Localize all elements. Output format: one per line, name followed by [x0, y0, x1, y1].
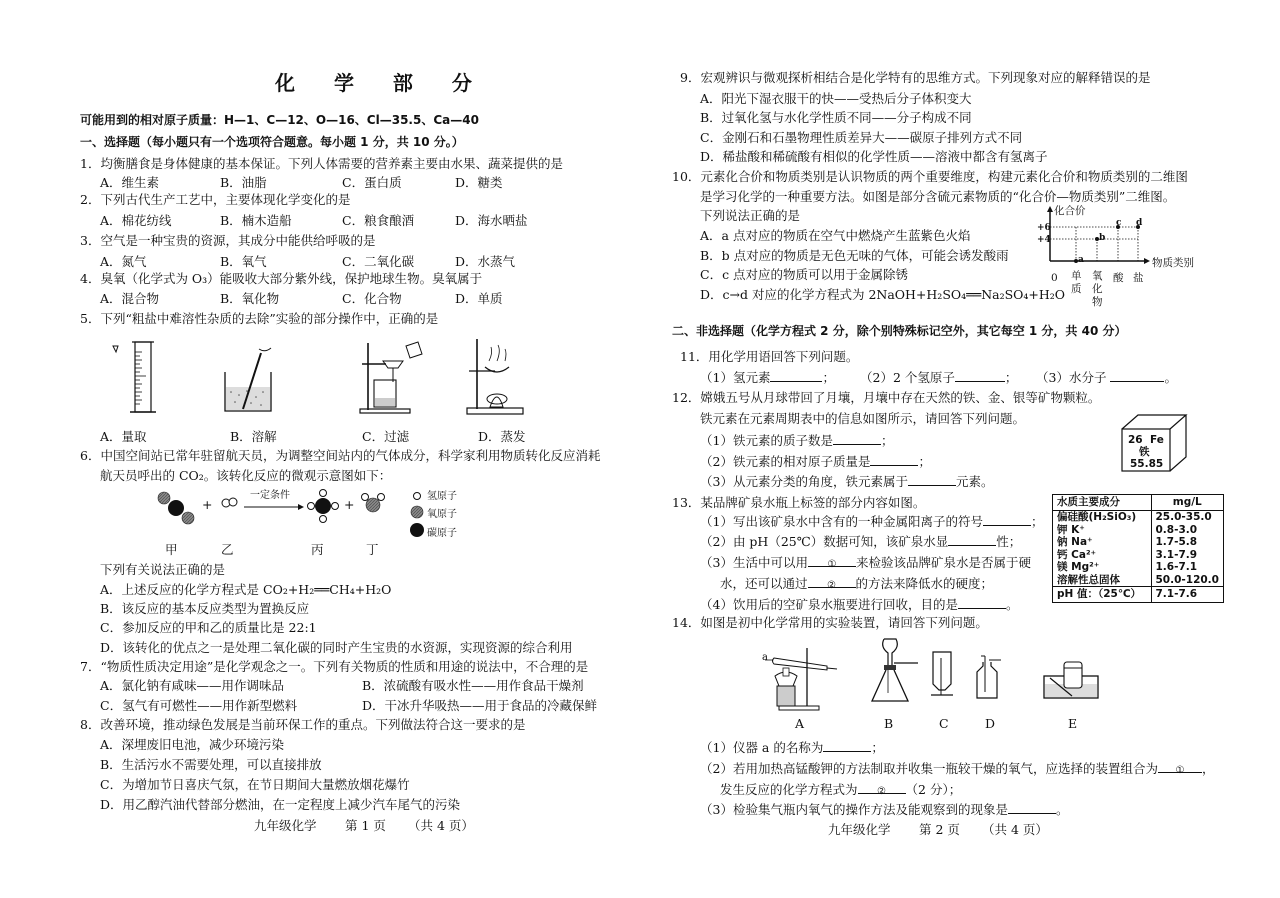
- q4-option-a[interactable]: A．混合物: [100, 291, 160, 306]
- q13-answer-blank-3[interactable]: [808, 555, 856, 570]
- footer-subject: 九年级化学: [828, 822, 891, 837]
- q14-part2b-end: （2 分）；: [905, 782, 962, 797]
- footer-total-pages: （共 4 页）: [982, 822, 1048, 837]
- atomic-masses: 可能用到的相对原子质量：H—1、C—12、O—16、Cl—35.5、Ca—40: [80, 113, 479, 127]
- table-cell-value: 7.1-7.6: [1151, 587, 1223, 603]
- q6-option-a[interactable]: A．上述反应的化学方程式是 CO₂+H₂══CH₄+H₂O: [100, 582, 392, 597]
- apparatus-c-inverted-bottle: [929, 650, 957, 700]
- q11-answer-blank-3[interactable]: [1110, 370, 1164, 382]
- table-cell-value: 3.1-7.9: [1155, 548, 1198, 561]
- apparatus-b-conical-flask: [870, 635, 920, 705]
- label-jia: 甲: [165, 542, 178, 557]
- atom-legend-icons: [410, 490, 424, 540]
- question-14-stem: 14．如图是初中化学常用的实验装置，请回答下列问题。: [672, 615, 988, 630]
- q10-option-c[interactable]: C．c 点对应的物质可以用于金属除锈: [700, 267, 909, 282]
- table-header-unit: mg/L: [1151, 495, 1223, 511]
- question-9-stem: 9．宏观辨识与微观探析相结合是化学特有的思维方式。下列现象对应的解释错误的是: [680, 70, 1151, 85]
- q13-part2: [700, 534, 1021, 550]
- q7-option-a[interactable]: A．氯化钠有咸味——用作调味品: [100, 678, 285, 693]
- question-10-stem-line1: 10．元素化合价和物质类别是认识物质的两个重要维度，构建元素化合价和物质类别的二维图: [672, 169, 1188, 184]
- q12-part1-label: （1）铁元素的质子数是: [700, 433, 833, 448]
- q11-part1-label: （1）氢元素: [700, 370, 771, 385]
- question-13-stem: 13．某品牌矿泉水瓶上标签的部分内容如图。: [672, 495, 926, 510]
- apparatus-a-heating-setup: [757, 638, 847, 718]
- element-name: 铁: [1139, 446, 1150, 458]
- q4-option-b[interactable]: B．氧化物: [220, 291, 280, 306]
- dissolving-beaker-figure: [223, 345, 283, 415]
- q7-option-d[interactable]: D．干冰升华吸热——用于食品的冷藏保鲜: [362, 698, 598, 713]
- evaporation-figure: [465, 335, 545, 420]
- footer-page-number: 第 1 页: [345, 818, 386, 833]
- apparatus-label-e: E: [1068, 716, 1078, 731]
- q14-part2-label: （2）若用加热高锰酸钾的方法制取并收集一瓶较干燥的氧气，应选择的装置组合为: [700, 761, 1158, 776]
- chart-ytick-4: +4: [1037, 235, 1051, 245]
- chart-point-label-b: b: [1099, 233, 1106, 243]
- q10-option-a[interactable]: A．a 点对应的物质在空气中燃烧产生蓝紫色火焰: [700, 228, 971, 243]
- q13-part1-label: （1）写出该矿泉水中含有的一种金属阳离子的符号: [700, 514, 983, 529]
- q13-part1-end: ；: [1030, 514, 1044, 529]
- oxygen-atom-icon: [158, 492, 170, 504]
- water-molecule-icon: [360, 491, 388, 517]
- q13-answer-blank-1[interactable]: [983, 514, 1031, 526]
- pointer-label-a: a: [762, 652, 768, 663]
- q13-part3b-end: 的方法来降低水的硬度；: [855, 576, 994, 591]
- element-mass: 55.85: [1130, 458, 1164, 470]
- blank-marker-1: ①: [1175, 765, 1185, 776]
- table-cell-name: 镁 Mg²⁺: [1053, 561, 1151, 574]
- q12-part1: [700, 433, 893, 449]
- q9-option-b[interactable]: B．过氧化氢与水化学性质不同——分子构成不同: [700, 110, 972, 125]
- q12-part3: [700, 474, 993, 490]
- q11-part2-end: ；: [1004, 370, 1018, 385]
- table-cell-name: 钠 Na⁺: [1053, 536, 1151, 549]
- q13-part1: [700, 514, 1043, 530]
- q11-part1: [700, 370, 835, 386]
- oxygen-atom-icon: [182, 512, 194, 524]
- q14-answer-blank-1[interactable]: [823, 740, 871, 752]
- chart-origin: 0: [1051, 272, 1058, 284]
- table-cell-name: 钙 Ca²⁺: [1053, 549, 1151, 562]
- plus-sign-2: +: [344, 497, 355, 512]
- q14-part2b-label: 发生反应的化学方程式为: [720, 782, 858, 797]
- q11-answer-blank-2[interactable]: [955, 370, 1005, 382]
- q6-option-b[interactable]: B．该反应的基本反应类型为置换反应: [100, 601, 310, 616]
- table-row: [1053, 536, 1223, 549]
- graduated-cylinder-figure: [110, 338, 170, 418]
- q10-option-d[interactable]: D．c→d 对应的化学方程式为 2NaOH+H₂SO₄══Na₂SO₄+H₂O: [700, 287, 1066, 302]
- filtration-figure: [358, 338, 438, 418]
- question-6-stem-line2: 航天员呼出的 CO₂。该转化反应的微观示意图如下：: [100, 468, 392, 483]
- chart-ylabel: 化合价: [1054, 205, 1086, 217]
- question-6-stem-line1: 6．中国空间站已常年驻留航天员，为调整空间站内的气体成分，科学家利用物质转化反应消耗: [80, 448, 601, 463]
- q13-part2-end: 性；: [996, 534, 1022, 549]
- chart-category-acid: 酸: [1113, 272, 1124, 284]
- q14-answer-blank-3[interactable]: [858, 782, 906, 797]
- blank-marker-2: ②: [827, 580, 836, 591]
- q13-part2-label: （2）由 pH（25℃）数据可知，该矿泉水显: [700, 534, 949, 549]
- q12-part3-end: 元素。: [955, 474, 994, 489]
- question-12-stem: 12．嫦娥五号从月球带回了月壤，月壤中存在天然的铁、金、银等矿物颗粒。: [672, 390, 1101, 405]
- q13-part4-end: 。: [1005, 597, 1019, 612]
- q13-part3-cont: [720, 576, 993, 592]
- table-header-component: 水质主要成分: [1053, 495, 1151, 511]
- q13-part3-end: 来检验该品牌矿泉水是否属于硬: [855, 555, 1031, 570]
- q3-option-a[interactable]: A．氮气: [100, 254, 147, 269]
- q13-answer-blank-2[interactable]: [948, 534, 996, 546]
- q14-part1: [700, 740, 884, 756]
- q13-part3-label: （3）生活中可以用: [700, 555, 808, 570]
- q14-part1-end: ；: [871, 740, 884, 755]
- q6-option-c[interactable]: C．参加反应的甲和乙的质量比是 22:1: [100, 620, 317, 635]
- q8-option-b[interactable]: B．生活污水不需要处理，可以直接排放: [100, 757, 322, 772]
- legend-hydrogen: 氢原子: [427, 491, 457, 502]
- q13-part3b-label: 水，还可以通过: [720, 576, 808, 591]
- chart-category-salt: 盐: [1133, 272, 1144, 284]
- q14-part3-label: （3）检验集气瓶内氧气的操作方法及能观察到的现象是: [700, 802, 1008, 817]
- q8-option-a[interactable]: A．深埋废旧电池，减少环境污染: [100, 737, 285, 752]
- q10-prompt: 下列说法正确的是: [700, 208, 801, 223]
- q5-option-c[interactable]: C．过滤: [362, 429, 410, 444]
- apparatus-label-c: C: [939, 716, 949, 731]
- section1-header: 一、选择题（每小题只有一个选项符合题意。每小题 1 分，共 10 分。）: [80, 135, 464, 149]
- table-cell-value: 1.7-5.8: [1155, 536, 1198, 548]
- q14-answer-blank-4[interactable]: [1008, 802, 1056, 814]
- section2-header: 二、非选择题（化学方程式 2 分，除个别特殊标记空外，其它每空 1 分，共 40 分）: [672, 324, 1127, 338]
- q14-part3: [700, 802, 1068, 818]
- question-2-stem: 2．下列古代生产工艺中，主要体现化学变化的是: [80, 192, 351, 207]
- q1-option-c[interactable]: C．蛋白质: [342, 175, 402, 190]
- q2-option-a[interactable]: A．棉花纺线: [100, 213, 172, 228]
- element-symbol: Fe: [1150, 434, 1164, 446]
- table-row: [1053, 524, 1223, 537]
- reaction-condition: 一定条件: [250, 490, 290, 501]
- q8-option-d[interactable]: D．用乙醇汽油代替部分燃油，在一定程度上减少汽车尾气的污染: [100, 797, 461, 812]
- q14-part3-end: 。: [1055, 802, 1069, 817]
- q8-option-c[interactable]: C．为增加节日喜庆气氛，在节日期间大量燃放烟花爆竹: [100, 777, 410, 792]
- hydrogen-molecule-icon: [220, 496, 242, 510]
- footer-subject: 九年级化学: [254, 818, 317, 833]
- question-11-stem: 11．用化学用语回答下列问题。: [680, 349, 859, 364]
- chart-point-label-a: a: [1078, 255, 1084, 265]
- q14-part2-cont: [720, 782, 961, 798]
- q13-answer-blank-4[interactable]: [808, 576, 856, 591]
- table-row: [1053, 574, 1223, 587]
- q3-option-c[interactable]: C．二氧化碳: [342, 254, 415, 269]
- q3-option-d[interactable]: D．水蒸气: [455, 254, 516, 269]
- q6-prompt: 下列有关说法正确的是: [100, 562, 226, 577]
- q2-option-c[interactable]: C．粮食酿酒: [342, 213, 415, 228]
- question-3-stem: 3．空气是一种宝贵的资源，其成分中能供给呼吸的是: [80, 233, 376, 248]
- table-cell-name: pH 值：（25℃）: [1053, 587, 1151, 603]
- table-cell-name: 溶解性总固体: [1053, 574, 1151, 587]
- blank-marker-2: ②: [877, 786, 886, 797]
- q11-part3: [1036, 370, 1177, 386]
- label-bing: 丙: [311, 542, 324, 557]
- table-cell-name: 钾 K⁺: [1053, 524, 1151, 537]
- apparatus-label-d: D: [985, 716, 996, 731]
- label-ding: 丁: [366, 542, 379, 557]
- q12-part2-end: ；: [918, 454, 931, 469]
- question-4-stem: 4．臭氧（化学式为 O₃）能吸收大部分紫外线，保护地球生物。臭氧属于: [80, 271, 483, 286]
- q11-part3-end: 。: [1164, 370, 1177, 385]
- apparatus-label-b: B: [884, 716, 894, 731]
- table-row: [1053, 549, 1223, 562]
- table-row: [1053, 561, 1223, 574]
- q14-part2: [700, 761, 1214, 777]
- q12-answer-blank-3[interactable]: [908, 474, 956, 486]
- q3-option-b[interactable]: B．氧气: [220, 254, 267, 269]
- chart-point-label-c: c: [1116, 218, 1122, 228]
- methane-molecule-icon: [306, 488, 340, 524]
- table-cell-name: 偏硅酸(H₂SiO₃): [1053, 511, 1151, 524]
- q1-option-a[interactable]: A．维生素: [100, 175, 160, 190]
- chart-xlabel: 物质类别: [1152, 257, 1194, 269]
- q12-part1-end: ；: [880, 433, 894, 448]
- q11-part2: [860, 370, 1017, 386]
- q9-option-d[interactable]: D．稀盐酸和稀硫酸有相似的化学性质——溶液中都含有氢离子: [700, 149, 1048, 164]
- chart-ytick-6: +6: [1037, 223, 1051, 233]
- table-cell-value: 1.6-7.1: [1155, 561, 1198, 573]
- blank-marker-1: ①: [827, 559, 837, 570]
- q10-option-b[interactable]: B．b 点对应的物质是无色无味的气体，可能会诱发酸雨: [700, 248, 1009, 263]
- q9-option-c[interactable]: C．金刚石和石墨物理性质差异大——碳原子排列方式不同: [700, 130, 1023, 145]
- question-12-stem2: 铁元素在元素周期表中的信息如图所示，请回答下列问题。: [700, 411, 1026, 426]
- q12-answer-blank-1[interactable]: [833, 433, 881, 445]
- q12-answer-blank-2[interactable]: [870, 454, 918, 466]
- apparatus-d-gas-bottle: [975, 652, 1005, 702]
- apparatus-e-water-trough: [1042, 660, 1102, 700]
- q14-part1-label: （1）仪器 a 的名称为: [700, 740, 824, 755]
- q13-part4-label: （4）饮用后的空矿泉水瓶要进行回收，目的是: [700, 597, 958, 612]
- q7-option-b[interactable]: B．浓硫酸有吸水性——用作食品干燥剂: [362, 678, 584, 693]
- q2-option-d[interactable]: D．海水晒盐: [455, 213, 528, 228]
- q12-part2: [700, 454, 931, 470]
- question-10-stem-line2: 是学习化学的一种重要方法。如图是部分含硫元素物质的“化合价—物质类别”二维图。: [700, 189, 1176, 204]
- q11-part1-end: ；: [822, 370, 835, 385]
- label-yi: 乙: [221, 542, 234, 557]
- q5-option-d[interactable]: D．蒸发: [478, 429, 526, 444]
- exam-page-1: [80, 0, 640, 898]
- legend-oxygen: 氧原子: [427, 509, 457, 520]
- question-5-stem: 5．下列“粗盐中难溶性杂质的去除”实验的部分操作中，正确的是: [80, 311, 439, 326]
- q7-option-c[interactable]: C．氢气有可燃性——用作新型燃料: [100, 698, 298, 713]
- q13-answer-blank-5[interactable]: [958, 597, 1006, 609]
- q9-option-a[interactable]: A．阳光下湿衣服干的快——受热后分子体积变大: [700, 91, 972, 106]
- q13-part4: [700, 597, 1018, 613]
- legend-carbon: 碳原子: [427, 528, 457, 539]
- chart-point-label-d: d: [1136, 218, 1143, 228]
- question-8-stem: 8．改善环境，推动绿色发展是当前环保工作的重点。下列做法符合这一要求的是: [80, 717, 526, 732]
- table-row: [1053, 511, 1223, 524]
- q4-option-c[interactable]: C．化合物: [342, 291, 402, 306]
- carbon-atom-icon: [168, 500, 184, 516]
- question-1-stem: 1．均衡膳食是身体健康的基本保证。下列人体需要的营养素主要由水果、蔬菜提供的是: [80, 156, 563, 171]
- q11-part3-label: （3）水分子: [1036, 370, 1107, 385]
- q12-part3-label: （3）从元素分类的角度，铁元素属于: [700, 474, 908, 489]
- q13-part3: [700, 555, 1031, 571]
- apparatus-label-a: A: [795, 716, 805, 731]
- footer-total-pages: （共 4 页）: [408, 818, 474, 833]
- q5-option-b[interactable]: B．溶解: [230, 429, 277, 444]
- question-7-stem: 7．“物质性质决定用途”是化学观念之一。下列有关物质的性质和用途的说法中，不合理的是: [80, 659, 589, 674]
- footer-page-number: 第 2 页: [919, 822, 960, 837]
- chart-category-oxide: 氧化物: [1092, 270, 1103, 308]
- table-cell-value: 0.8-3.0: [1155, 523, 1198, 536]
- reaction-arrow-icon: [244, 503, 304, 511]
- q12-part2-label: （2）铁元素的相对原子质量是: [700, 454, 871, 469]
- page-title: 化 学 部 分: [275, 71, 488, 95]
- table-cell-value: 25.0-35.0: [1155, 511, 1212, 523]
- q1-option-b[interactable]: B．油脂: [220, 175, 267, 190]
- q11-answer-blank-1[interactable]: [770, 370, 822, 382]
- q2-option-b[interactable]: B．楠木造船: [220, 213, 292, 228]
- plus-sign-1: +: [202, 497, 213, 512]
- exam-page-2: [672, 0, 1232, 898]
- q6-option-d[interactable]: D．该转化的优点之一是处理二氧化碳的同时产生宝贵的水资源，实现资源的综合利用: [100, 640, 573, 655]
- water-label-table: [1052, 494, 1224, 603]
- table-cell-value: 50.0-120.0: [1155, 573, 1219, 586]
- q4-option-d[interactable]: D．单质: [455, 291, 503, 306]
- q14-answer-blank-2[interactable]: [1158, 761, 1202, 776]
- element-number: 26: [1128, 434, 1143, 446]
- q14-part2-end: ，: [1201, 761, 1215, 776]
- table-row-ph: [1053, 587, 1223, 603]
- q5-option-a[interactable]: A．量取: [100, 429, 147, 444]
- q11-part2-label: （2）2 个氢原子: [860, 370, 955, 385]
- chart-category-elemental: 单质: [1071, 270, 1082, 295]
- q1-option-d[interactable]: D．糖类: [455, 175, 503, 190]
